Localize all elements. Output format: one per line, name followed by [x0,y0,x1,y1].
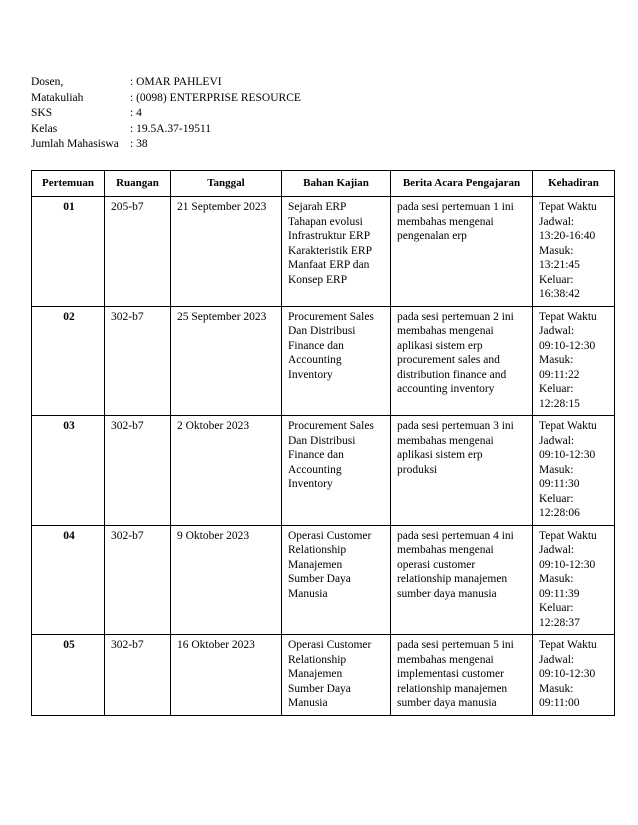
cell-berita-acara: pada sesi pertemuan 4 ini membahas mengenai operasi customer relationship manajemen sumber daya manusia [391,525,533,635]
info-label: Dosen, [31,76,64,88]
cell-kehadiran: Tepat Waktu Jadwal: 09:10-12:30 Masuk: 09:11:00 [533,635,615,716]
info-label: Matakuliah [31,91,84,104]
cell-kehadiran: Tepat Waktu Jadwal: 09:10-12:30 Masuk: 09:11:30 Keluar: 12:28:06 [533,416,615,526]
cell-berita-acara: pada sesi pertemuan 3 ini membahas mengenai aplikasi sistem erp produksi [391,416,533,526]
cell-ruangan: 205-b7 [105,197,171,307]
column-header-tanggal: Tanggal [171,171,282,197]
table-row [32,635,615,716]
info-value: : (0098) ENTERPRISE RESOURCE [130,91,301,104]
cell-bahan-kajian: Operasi Customer Relationship Manajemen Sumber Daya Manusia [282,525,391,635]
cell-ruangan: 302-b7 [105,525,171,635]
cell-bahan-kajian: Procurement Sales Dan Distribusi Finance dan Accounting Inventory [282,416,391,526]
column-header-bahan-kajian: Bahan Kajian [282,171,391,197]
info-value: : 4 [130,107,142,119]
info-value: : 38 [130,138,148,150]
cell-berita-acara: pada sesi pertemuan 5 ini membahas mengenai implementasi customer relationship manajemen sumber daya manusia [391,635,533,716]
cell-kehadiran: Tepat Waktu Jadwal: 09:10-12:30 Masuk: 09:11:22 Keluar: 12:28:15 [533,306,615,416]
cell-kehadiran: Tepat Waktu Jadwal: 13:20-16:40 Masuk: 13:21:45 Keluar: 16:38:42 [533,197,615,307]
cell-bahan-kajian: Operasi Customer Relationship Manajemen Sumber Daya Manusia [282,635,391,716]
cell-berita-acara: pada sesi pertemuan 2 ini membahas mengenai aplikasi sistem erp procurement sales and distribution finance and accounting inventory [391,306,533,416]
info-sks [31,106,301,122]
table-row [32,306,615,416]
info-value: : 19.5A.37-19511 [130,122,212,135]
info-value: : OMAR PAHLEVI [130,76,222,88]
cell-tanggal: 21 September 2023 [171,197,282,307]
cell-ruangan: 302-b7 [105,416,171,526]
table-header-row [32,171,615,197]
cell-tanggal: 2 Oktober 2023 [171,416,282,526]
cell-berita-acara: pada sesi pertemuan 1 ini membahas mengenai pengenalan erp [391,197,533,307]
course-info [31,75,301,153]
cell-pertemuan: 05 [32,635,105,716]
info-label: Jumlah Mahasiswa [31,138,119,150]
cell-pertemuan: 01 [32,197,105,307]
cell-ruangan: 302-b7 [105,306,171,416]
cell-bahan-kajian: Sejarah ERP Tahapan evolusi Infrastruktur ERP Karakteristik ERP Manfaat ERP dan Konsep ERP [282,197,391,307]
cell-pertemuan: 04 [32,525,105,635]
attendance-table [31,170,615,716]
info-kelas [31,122,301,138]
column-header-ruangan: Ruangan [105,171,171,197]
column-header-kehadiran: Kehadiran [533,171,615,197]
cell-pertemuan: 02 [32,306,105,416]
column-header-pertemuan: Pertemuan [32,171,105,197]
info-label: SKS [31,107,53,119]
info-jumlah-mahasiswa [31,137,301,153]
table-row [32,525,615,635]
cell-pertemuan: 03 [32,416,105,526]
cell-kehadiran: Tepat Waktu Jadwal: 09:10-12:30 Masuk: 09:11:39 Keluar: 12:28:37 [533,525,615,635]
cell-tanggal: 9 Oktober 2023 [171,525,282,635]
table-row [32,197,615,307]
cell-tanggal: 16 Oktober 2023 [171,635,282,716]
cell-bahan-kajian: Procurement Sales Dan Distribusi Finance dan Accounting Inventory [282,306,391,416]
column-header-berita-acara: Berita Acara Pengajaran [391,171,533,197]
info-label: Kelas [31,122,58,135]
info-dosen [31,75,301,91]
cell-tanggal: 25 September 2023 [171,306,282,416]
table-row [32,416,615,526]
info-matakuliah [31,91,301,107]
cell-ruangan: 302-b7 [105,635,171,716]
